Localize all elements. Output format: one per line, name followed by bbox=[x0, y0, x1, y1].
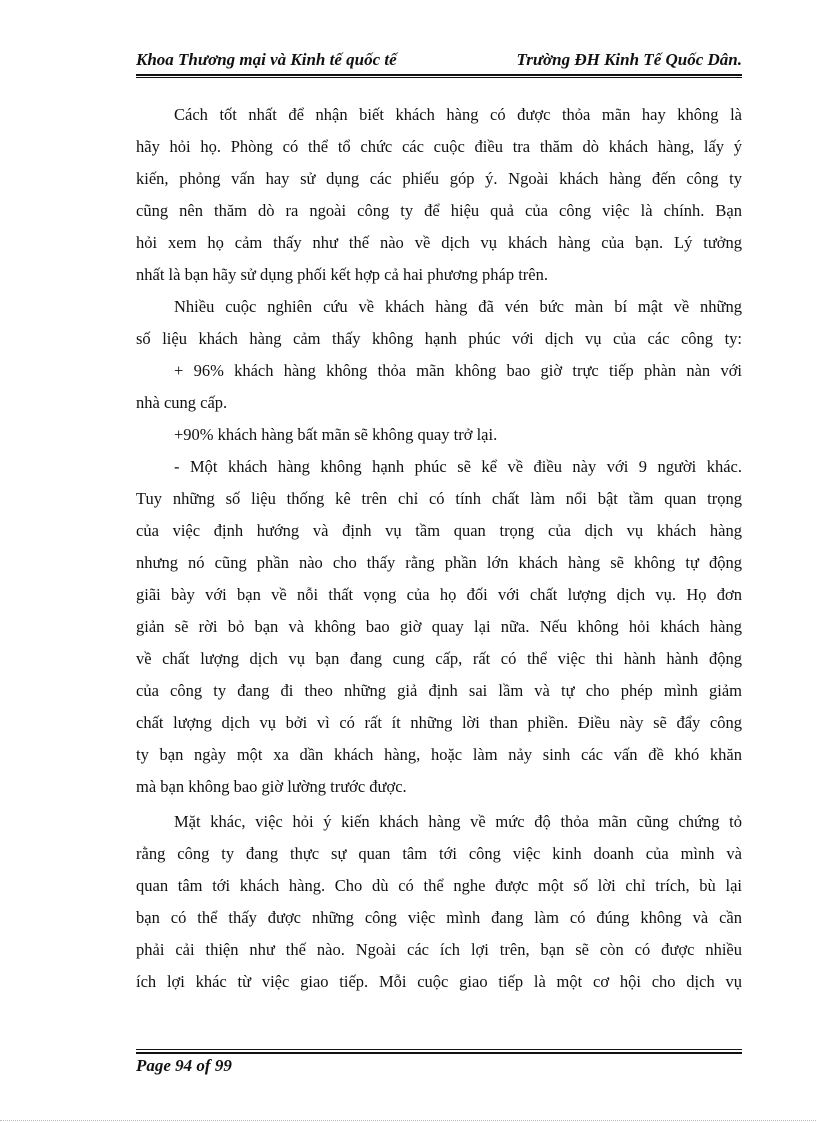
text-line: bạn có thể thấy được những công việc mình đang làm có đúng không và cần bbox=[136, 908, 742, 927]
text-line: Nhiều cuộc nghiên cứu về khách hàng đã vén bức màn bí mật về những bbox=[174, 297, 742, 316]
text-line: chất lượng dịch vụ bởi vì có rất ít những lời than phiền. Điều này sẽ đẩy công bbox=[136, 713, 742, 732]
text-line: hãy hỏi họ. Phòng có thể tổ chức các cuộc điều tra thăm dò khách hàng, lấy ý bbox=[136, 137, 742, 156]
text-line: Cách tốt nhất để nhận biết khách hàng có được thỏa mãn hay không là bbox=[174, 105, 742, 124]
text-line: hỏi xem họ cảm thấy như thế nào về dịch vụ khách hàng của bạn. Lý tưởng bbox=[136, 233, 742, 252]
page-header bbox=[136, 50, 742, 74]
text-line: giản sẽ rời bỏ bạn và không bao giờ quay lại nữa. Nếu không hỏi khách hàng bbox=[136, 617, 742, 636]
header-rule-thick bbox=[136, 74, 742, 76]
text-line: mà bạn không bao giờ lường trước được. bbox=[136, 777, 407, 796]
text-line: rằng công ty đang thực sự quan tâm tới công việc kinh doanh của mình và bbox=[136, 844, 742, 863]
text-line: giãi bày với bạn về nỗi thất vọng của họ đối với chất lượng dịch vụ. Họ đơn bbox=[136, 585, 742, 604]
text-line: số liệu khách hàng cảm thấy không hạnh phúc với dịch vụ của các công ty: bbox=[136, 329, 742, 348]
text-line: nhất là bạn hãy sử dụng phối kết hợp cả hai phương pháp trên. bbox=[136, 265, 548, 284]
footer-rule-thick bbox=[136, 1052, 742, 1054]
text-line: Tuy những số liệu thống kê trên chỉ có tính chất làm nổi bật tầm quan trọng bbox=[136, 489, 742, 508]
text-line: kiến, phỏng vấn hay sử dụng các phiếu góp ý. Ngoài khách hàng đến công ty bbox=[136, 169, 742, 188]
text-line: + 96% khách hàng không thỏa mãn không bao giờ trực tiếp phàn nàn với bbox=[174, 361, 742, 380]
page-number: Page 94 of 99 bbox=[136, 1056, 232, 1075]
text-line: của công ty đang đi theo những giả định sai lầm và tự cho phép mình giảm bbox=[136, 681, 742, 700]
header-rule-thin bbox=[136, 77, 742, 78]
header-faculty: Khoa Thương mại và Kinh tế quốc tế bbox=[136, 50, 397, 69]
text-line: - Một khách hàng không hạnh phúc sẽ kể về điều này với 9 người khác. bbox=[174, 457, 742, 476]
text-line: cũng nên thăm dò ra ngoài công ty để hiệu quả của công việc là chính. Bạn bbox=[136, 201, 742, 220]
header-university: Trường ĐH Kinh Tế Quốc Dân. bbox=[516, 50, 742, 69]
text-line: phải cải thiện như thế nào. Ngoài các ích lợi trên, bạn sẽ còn có được nhiều bbox=[136, 940, 742, 959]
page-edge-dots bbox=[0, 1120, 816, 1121]
text-line: nhà cung cấp. bbox=[136, 393, 228, 412]
text-line: về chất lượng dịch vụ bạn đang cung cấp, rất có thể việc thi hành hành động bbox=[136, 649, 742, 668]
text-line: ích lợi khác từ việc giao tiếp. Mỗi cuộc giao tiếp là một cơ hội cho dịch vụ bbox=[136, 972, 742, 991]
text-line: Mặt khác, việc hỏi ý kiến khách hàng về mức độ thỏa mãn cũng chứng tỏ bbox=[174, 812, 742, 831]
text-line: ty bạn ngày một xa dần khách hàng, hoặc làm nảy sinh các vấn đề khó khăn bbox=[136, 745, 742, 764]
text-line: nhưng nó cũng phần nào cho thấy rằng phần lớn khách hàng sẽ không tự động bbox=[136, 553, 742, 572]
text-line: của việc định hướng và định vụ tầm quan trọng của dịch vụ khách hàng bbox=[136, 521, 742, 540]
text-line: quan tâm tới khách hàng. Cho dù có thể nghe được một số lời chỉ trích, bù lại bbox=[136, 876, 742, 895]
text-line: +90% khách hàng bất mãn sẽ không quay trở lại. bbox=[174, 425, 498, 444]
footer-rule-thin bbox=[136, 1049, 742, 1050]
